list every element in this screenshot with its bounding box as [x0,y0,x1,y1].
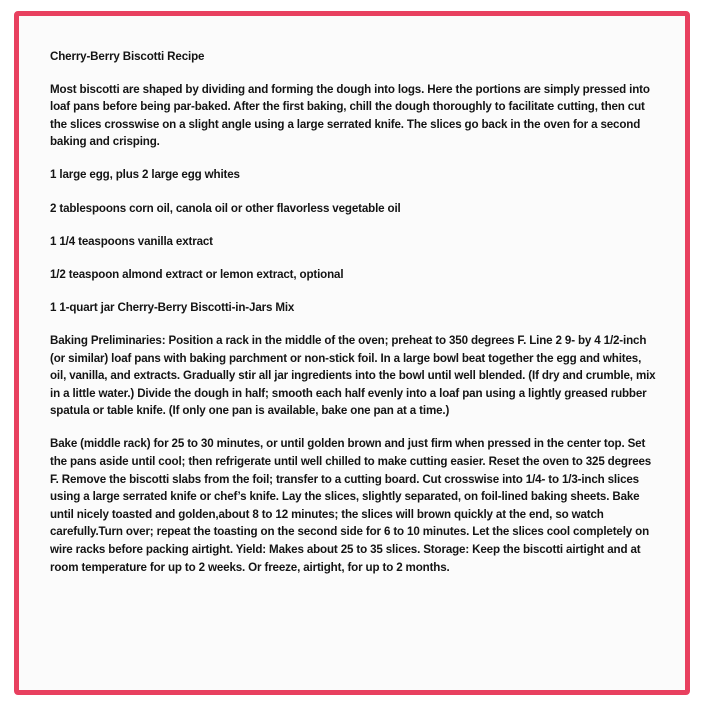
recipe-text-body [50,48,660,592]
recipe-intro-paragraph: Most biscotti are shaped by dividing and forming the dough into logs. Here the portions are simply pressed into loaf pans before being par-baked. After the first baking, chill the dough thoroughly to facilitate cutting, then cut the slices crosswise on a slight angle using a large serrated knife. The slices go back in the oven for a second baking and crisping. [50,82,650,149]
baking-preliminaries-paragraph: Baking Preliminaries: Position a rack in the middle of the oven; preheat to 350 degrees F. Line 2 9- by 4 1/2-inch (or similar) loaf pans with baking parchment or non-stick foil. In a large bowl beat together the egg and whites, oil, vanilla, and extracts. Gradually stir all jar ingredients into the bowl until well blended. (If dry and crumble, mix in a little water.) Divide the dough in half; smooth each half evenly into a loaf pan using a lightly greased rubber spatula or table knife. (If only one pan is available, bake one pan at a time.) [50,333,656,418]
recipe-title: Cherry-Berry Biscotti Recipe [50,50,205,63]
ingredient-item: 1 large egg, plus 2 large egg whites [50,168,240,182]
ingredient-item: 2 tablespoons corn oil, canola oil or other flavorless vegetable oil [50,201,401,215]
ingredient-item: 1 1-quart jar Cherry-Berry Biscotti-in-Jars Mix [50,300,295,314]
ingredient-item: 1/2 teaspoon almond extract or lemon extract, optional [50,267,344,281]
ingredient-item: 1 1/4 teaspoons vanilla extract [50,234,213,248]
baking-instructions-paragraph: Bake (middle rack) for 25 to 30 minutes, or until golden brown and just firm when pressed in the center top. Set the pans aside until cool; then refrigerate until well chilled to make cutting easier. Reset the oven to 325 degrees F. Remove the biscotti slabs from the foil; transfer to a cutting board. Cut crosswise into 1/4- to 1/3-inch slices using a large serrated knife or chef’s knife. Lay the slices, slightly separated, on foil-lined baking sheets. Bake until nicely toasted and golden,about 8 to 12 minutes; the slices will brown quickly at the end, so watch carefully.Turn over; repeat the toasting on the second side for 6 to 10 minutes. Let the slices cool completely on wire racks before packing airtight. Yield: Makes about 25 to 35 slices. Storage: Keep the biscotti airtight and at room temperature for up to 2 weeks. Or freeze, airtight, for up to 2 months. [50,437,652,574]
